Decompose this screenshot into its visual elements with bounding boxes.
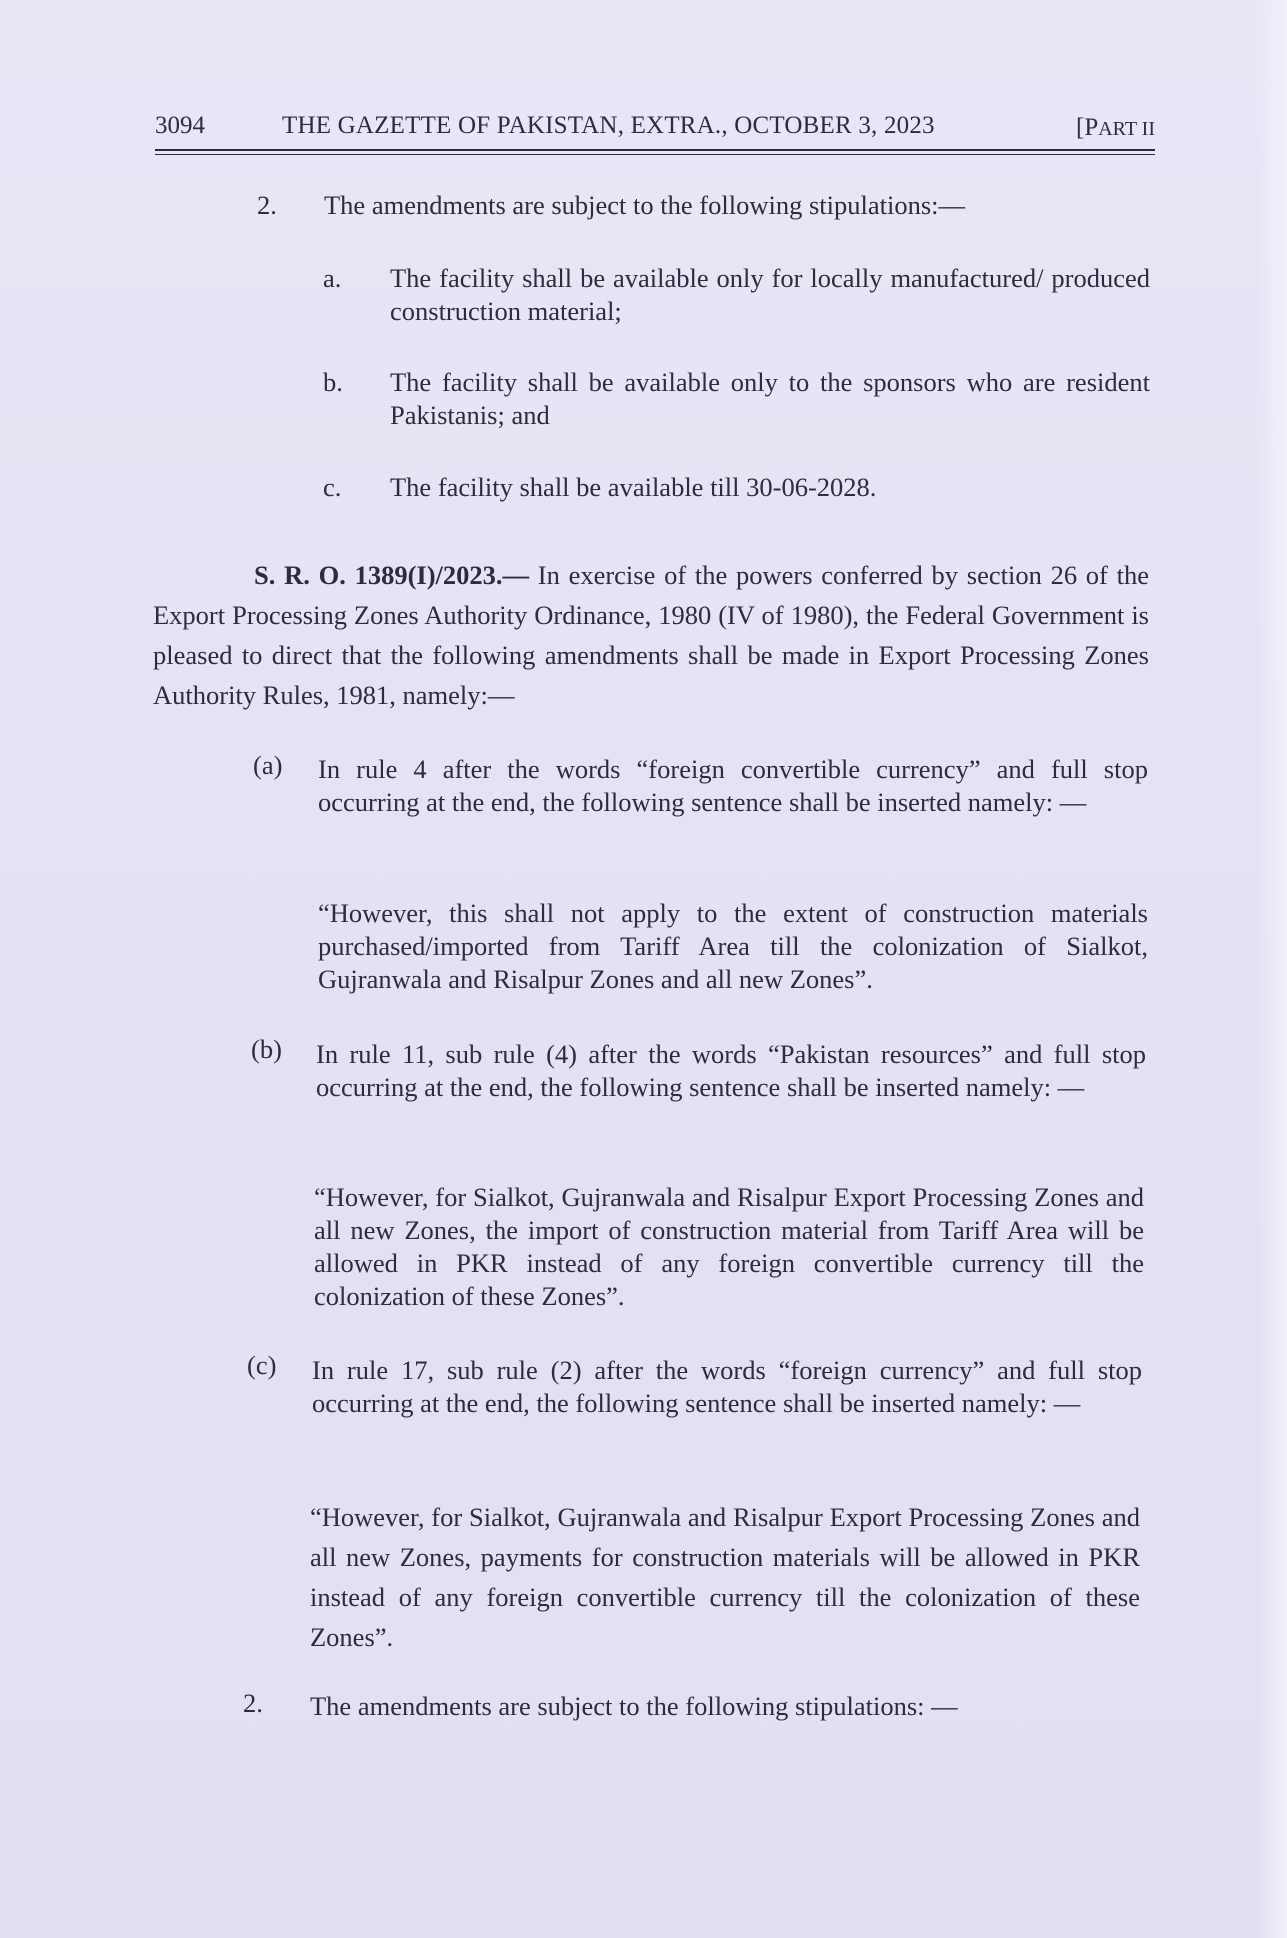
rule-c-marker: (c) [247,1350,277,1380]
section1-item-a-marker: a. [323,263,342,293]
rule-c-text: In rule 17, sub rule (2) after the words “foreign currency” and full stop occurring at the end, the following sentence shall be inserted namely: — [312,1355,1142,1418]
sro-paragraph [153,555,1149,715]
page-header [155,112,1155,152]
rule-b-text: In rule 11, sub rule (4) after the words “Pakistan resources” and full stop occurring at the end, the following sentence shall be inserted namely: — [316,1039,1146,1102]
part-label-bracket: [P [1076,114,1099,141]
gazette-title: THE GAZETTE OF PAKISTAN, EXTRA., OCTOBER 3, 2023 [282,112,935,139]
part-label-rest: ART II [1098,118,1155,140]
section1-item-b: The facility shall be available only to the sponsors who are resident Pakistanis; and [390,367,1150,430]
page-number: 3094 [155,112,205,139]
section2-number: 2. [243,1688,263,1718]
part-label [1076,114,1155,142]
section1-item-c-marker: c. [323,472,342,502]
section1-item-c: The facility shall be available till 30-06-2028. [390,472,877,502]
sro-body: In exercise of the powers conferred by section 26 of the Export Processing Zones Authority Ordinance, 1980 (IV of 1980), the Federal Government is pleased to direct that the following amendments shall be made in Export Processing Zones Authority Rules, 1981, namely:— [153,560,1149,710]
sro-title: S. R. O. 1389(I)/2023.— [254,560,530,590]
section1-number: 2. [257,190,277,220]
rule-a-text: In rule 4 after the words “foreign convertible currency” and full stop occurring at the end, the following sentence shall be inserted namely: — [318,754,1148,817]
rule-a-quote: “However, this shall not apply to the extent of construction materials purchased/imported from Tariff Area till the colonization of Sialkot, Gujranwala and Risalpur Zones and all new Zones”. [318,898,1148,994]
section1-intro: The amendments are subject to the following stipulations:— [324,190,966,220]
rule-b-marker: (b) [251,1034,282,1064]
header-rule-thin [155,154,1155,155]
section1-item-b-marker: b. [323,367,343,397]
rule-c-quote: “However, for Sialkot, Gujranwala and Risalpur Export Processing Zones and all new Zones, payments for construction materials will be allowed in PKR instead of any foreign convertible currency till the colonization of these Zones”. [310,1502,1140,1652]
rule-a-marker: (a) [253,750,283,780]
section2-intro: The amendments are subject to the following stipulations: — [310,1691,958,1721]
rule-b-quote: “However, for Sialkot, Gujranwala and Risalpur Export Processing Zones and all new Zones, the import of construction material from Tariff Area will be allowed in PKR instead of any foreign convertible currency till the colonization of these Zones”. [314,1182,1144,1311]
header-rule-thick [155,149,1155,151]
page-edge [1257,0,1287,1938]
section1-item-a: The facility shall be available only for locally manufactured/ produced construction material; [390,263,1150,326]
